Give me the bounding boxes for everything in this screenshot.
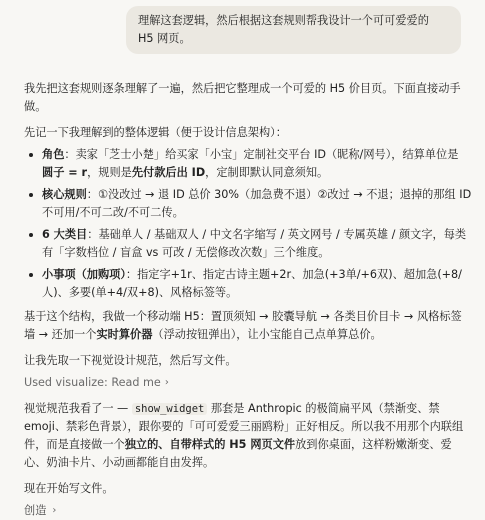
response-intro: 我先把这套规则逐条理解了一遍，然后把它整理成一个可爱的 H5 价目页。下面直接动手做。	[24, 82, 461, 113]
bullet-categories	[24, 226, 472, 262]
bullet-addons	[24, 266, 472, 302]
bullet-text: ，定制即默认同意须知。	[205, 166, 329, 179]
bullet-bold-rule: 先付款后出 ID	[131, 166, 206, 179]
bullet-text: ：指定字+1r、指定古诗主题+2r、加急(+3单/+6双)、超加急(+8/人)、多要(单+4/双+8)、风格标签等。	[42, 268, 462, 299]
bullet-text: ：卖家「芝士小楚」给买家「小宝」定制社交平台 ID（昵称/网号），结算单位是	[64, 148, 459, 161]
structure-bold: 实时算价器	[96, 328, 153, 341]
bullet-text: ，规则是	[87, 166, 132, 179]
spec-paragraph	[24, 400, 472, 472]
user-message-line: 理解这套逻辑，然后根据这套规则帮我设计一个可可爱爱的	[138, 14, 429, 27]
user-message-line: H5 网页。	[138, 32, 191, 45]
bullet-label: 6 大类目	[42, 228, 88, 241]
spec-bold: 独立的、自带样式的 H5 网页文件	[124, 438, 296, 451]
structure-text: 基于这个结构，我做一个移动端 H5：置顶须知 → 胶囊导航 → 各类目价目卡 → 风格标签墙 → 还加一个	[24, 310, 462, 341]
bullet-text: ：①没改过 → 退 ID 总价 30%（加急费不退）②改过 → 不退；退掉的那组 ID 不可用/不可二改/不可二传。	[42, 188, 472, 219]
assistant-response	[24, 80, 472, 520]
bullet-label: 核心规则	[42, 188, 87, 201]
logic-header: 先记一下我理解到的整体逻辑（便于设计信息架构）：	[24, 126, 287, 139]
bullet-bold-unit: 圆子 = r	[42, 166, 88, 179]
user-message-bubble	[126, 6, 461, 54]
tool-use-toggle[interactable]	[24, 374, 472, 392]
visual-intro: 让我先取一下视觉设计规范，然后写文件。	[24, 354, 237, 367]
spec-text: 那套是 Anthropic 的极简扁平风（禁渐变、禁 emoji、禁彩色背景），跟你要的「可可爱爱三丽鸥粉」正好相反。所以我不用那个内联组件，而是直接做一个	[24, 402, 464, 451]
creating-label: 创造	[24, 504, 47, 517]
writing-now: 现在开始写文件。	[24, 482, 114, 495]
bullet-roles	[24, 146, 472, 182]
structure-paragraph	[24, 308, 472, 344]
spec-text: 放到你桌面，这样粉嫩渐变、爱心、奶油卡片、小动画都能自由发挥。	[24, 438, 452, 469]
inline-code: show_widget	[132, 403, 208, 415]
creating-toggle[interactable]	[24, 502, 472, 520]
chevron-right-icon: ›	[52, 505, 57, 516]
bullet-label: 小事项（加购项）	[42, 268, 126, 281]
spec-text: 视觉规范我看了一 —	[24, 402, 132, 415]
bullet-core-rules	[24, 186, 472, 222]
structure-text: （浮动按钮弹出），让小宝能自己点单算总价。	[152, 328, 382, 341]
logic-bullet-list	[24, 146, 472, 302]
bullet-label: 角色	[42, 148, 65, 161]
chevron-right-icon: ›	[164, 377, 169, 388]
bullet-text: ：基础单人 / 基础双人 / 中文名字缩写 / 英文网号 / 专属英雄 / 颜文字，每类有「字数档位 / 盲盒 vs 可改 / 无偿修改次数」三个维度。	[42, 228, 467, 259]
tool-use-label: Used visualize: Read me	[24, 376, 161, 389]
